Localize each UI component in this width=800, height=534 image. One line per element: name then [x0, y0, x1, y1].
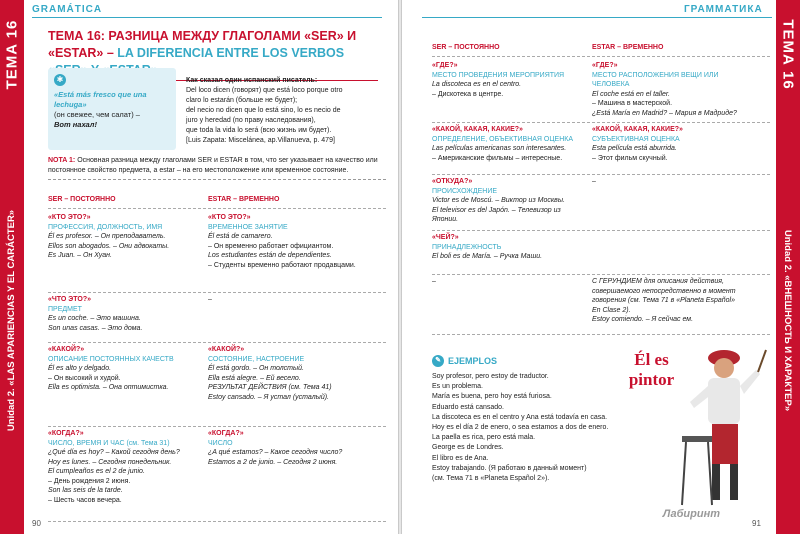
quote-line: Del loco dicen (говорят) que está loco porque otro — [186, 87, 343, 94]
table-cell-ser — [432, 61, 582, 99]
category-label: ОПИСАНИЕ ПОСТОЯННЫХ КАЧЕСТВ — [48, 355, 174, 363]
question-label: «КАКОЙ, КАКАЯ, КАКИЕ?» — [432, 126, 523, 133]
example-sentence: Soy profesor, pero estoy de traductor. — [432, 373, 549, 380]
idiom-note-box — [48, 68, 176, 150]
category-label: МЕСТО ПРОВЕДЕНИЯ МЕРОПРИЯТИЯ — [432, 71, 565, 79]
example-line: Él es profesor. – Он преподаватель. — [48, 233, 166, 240]
table-cell-ser — [48, 295, 198, 333]
row-divider — [432, 174, 770, 176]
page-number: 91 — [752, 519, 761, 528]
example-line: Estoy cansado. – Я устал (усталый). — [208, 393, 329, 401]
quote-line: que toda la vida lo será (всю жизнь им будет). — [186, 127, 332, 134]
question-label: «ГДЕ?» — [592, 62, 618, 69]
example-sentence: La paella es rica, pero está mala. — [432, 434, 536, 442]
table-cell-estar — [592, 61, 742, 118]
example-line: Hoy es lunes. – Сегодня понедельник. — [48, 458, 172, 466]
question-label: «КОГДА?» — [48, 430, 84, 437]
category-label: ОПРЕДЕЛЕНИЕ, ОБЪЕКТИВНАЯ ОЦЕНКА — [432, 135, 574, 143]
left-side-tab — [0, 0, 24, 534]
example-sentence: Es un problema. — [432, 383, 483, 391]
example-line: – День рождения 2 июня. — [48, 477, 131, 485]
unit-label: Unidad 2. «LAS APARIENCIAS Y EL CARÁCTER» — [6, 209, 18, 431]
example-line: – Он высокий и худой. — [48, 374, 121, 382]
painter-illustration — [672, 340, 768, 510]
example-line: El boli es de María. – Ручка Маши. — [432, 253, 543, 260]
example-line: – Шесть часов вечера. — [48, 496, 122, 504]
nota-text: Основная разница между глаголами SER и ESTAR в том, что ser указывает на качество или постоянное свойство предмета, а estar – на его местоположение или временное состояние. — [48, 157, 378, 174]
row-divider — [48, 342, 386, 344]
example-sentence: Estoy trabajando. (Я работаю в данный момент) — [432, 464, 587, 472]
example-sentence: La discoteca es en el centro y Ana está todavía en casa. — [432, 413, 608, 421]
category-label: ВРЕМЕННОЕ ЗАНЯТИЕ — [208, 223, 288, 231]
category-label: ЧИСЛО — [208, 439, 233, 447]
lightbulb-icon: ✱ — [54, 74, 66, 86]
section-header: GRAMÁTICA — [32, 4, 103, 15]
idiom-text: «Está más fresco que una lechuga» — [54, 90, 147, 109]
idiom-meaning: Вот нахал! — [54, 120, 97, 129]
nota-paragraph — [48, 156, 386, 180]
example-line: Estamos a 2 de junio. – Сегодня 2 июня. — [208, 458, 338, 466]
left-page — [0, 0, 398, 534]
quote-line: claro lo estarán (больше не будет); — [186, 97, 298, 104]
table-cell-estar — [592, 177, 742, 187]
example-line: Él está de camarero. — [208, 233, 273, 240]
header-rule — [422, 17, 772, 18]
watermark-logo: Лабиринт — [662, 508, 720, 520]
example-line: Él está gordo. – Он толстый. — [208, 365, 304, 372]
table-cell-ser — [432, 177, 582, 225]
category-label: ПРИНАДЛЕЖНОСТЬ — [432, 243, 502, 251]
table-cell-estar — [208, 345, 358, 402]
example-line: – Этот фильм скучный. — [592, 154, 668, 162]
nota-label: NOTA 1: — [48, 157, 76, 164]
example-line: Son las seis de la tarde. — [48, 487, 123, 494]
example-line: Es un coche. – Это машина. — [48, 315, 141, 322]
table-cell-ser — [432, 233, 582, 262]
table-cell-estar — [208, 295, 358, 305]
question-label: «ГДЕ?» — [432, 62, 458, 69]
category-label: ПРОИСХОЖДЕНИЕ — [432, 187, 498, 195]
idiom-translation: (он свежее, чем салат) – — [54, 110, 140, 119]
ejemplos-heading — [432, 355, 497, 367]
category-label: ПРОФЕССИЯ, ДОЛЖНОСТЬ, ИМЯ — [48, 223, 163, 231]
example-line: Esta película está aburrida. — [592, 145, 677, 152]
example-line: – Машина в мастерской. — [592, 100, 673, 107]
question-label: «КАКОЙ?» — [48, 346, 85, 353]
question-label: «ЧЕЙ?» — [432, 234, 459, 241]
table-cell-ser — [48, 213, 198, 261]
section-header: ГРАММАТИКА — [684, 4, 763, 15]
example-line: – — [432, 278, 436, 285]
question-label: «ОТКУДА?» — [432, 178, 473, 185]
tab-number: TEMA 16 — [3, 19, 21, 89]
row-divider — [432, 56, 770, 58]
example-sentence: El libro es de Ana. — [432, 454, 489, 462]
example-line: Estoy comiendo. – Я сейчас ем. — [592, 316, 694, 323]
table-cell-ser — [432, 277, 582, 287]
example-line: С ГЕРУНДИЕМ для описания действия, совершаемого непосредственно в момент говорения (см. Тема 71 в «Planeta Español» En Clase 2). — [592, 278, 736, 314]
example-line: ¿Qué día es hoy? – Какой сегодня день? — [48, 449, 180, 456]
example-line: ¿A qué estamos? – Какое сегодня число? — [208, 449, 343, 456]
example-line: La discoteca es en el centro. — [432, 81, 522, 88]
category-label: СОСТОЯНИЕ, НАСТРОЕНИЕ — [208, 355, 305, 363]
row-divider — [432, 274, 770, 276]
col-head-ser: SER – ПОСТОЯННО — [48, 196, 116, 203]
row-divider — [432, 230, 770, 232]
quote-head: Как сказал один испанский писатель: — [186, 77, 318, 84]
example-line: El cumpleaños es el 2 de junio. — [48, 468, 145, 475]
example-line: – Студенты временно работают продавцами. — [208, 261, 356, 269]
example-line: Las películas americanas son interesantes. — [432, 145, 567, 152]
example-line: Son unas casas. – Это дома. — [48, 324, 143, 332]
table-cell-estar — [208, 429, 358, 467]
example-line: Victor es de Moscú. – Виктор из Москвы. — [432, 197, 565, 204]
right-side-tab — [776, 0, 800, 534]
table-cell-ser — [432, 125, 582, 163]
example-line: – Дискотека в центре. — [432, 90, 504, 98]
table-cell-estar — [208, 213, 358, 270]
row-divider — [432, 122, 770, 124]
pintor-line: Él es — [634, 350, 669, 369]
example-line: Los estudiantes están de dependientes. — [208, 252, 332, 259]
example-line: Ella está alegre. – Ей весело. — [208, 374, 301, 382]
question-label: «КАКОЙ?» — [208, 346, 245, 353]
col-head-ser: SER – ПОСТОЯННО — [432, 44, 500, 51]
example-line: – Он временно работает официантом. — [208, 242, 334, 250]
category-label: МЕСТО РАСПОЛОЖЕНИЯ ВЕЩИ ИЛИ ЧЕЛОВЕКА — [592, 71, 719, 88]
example-sentence: George es de Londres. — [432, 444, 504, 452]
example-line: ¿Está María en Madrid? – Мария в Мадриде? — [592, 109, 737, 117]
row-divider — [48, 208, 386, 210]
tab-number: ТЕМА 16 — [779, 18, 797, 90]
example-sentence: Eduardo está cansado. — [432, 403, 504, 411]
right-page — [402, 0, 800, 534]
table-cell-ser — [48, 345, 198, 393]
example-line: El coche está en el taller. — [592, 90, 670, 98]
table-cell-ser — [48, 429, 198, 505]
ejemplos-label: EJEMPLOS — [448, 356, 498, 366]
question-label: «КОГДА?» — [208, 430, 244, 437]
example-line: – — [592, 178, 596, 185]
category-label: СУБЪЕКТИВНАЯ ОЦЕНКА — [592, 135, 680, 143]
example-sentence: María es buena, pero hoy está furiosa. — [432, 393, 552, 401]
col-head-estar: ESTAR – ВРЕМЕННО — [208, 196, 280, 203]
example-line: Ella es optimista. – Она оптимистка. — [48, 384, 169, 391]
row-divider — [48, 292, 386, 294]
example-line: Ellos son abogados. – Они адвокаты. — [48, 242, 170, 250]
writer-quote — [186, 76, 386, 146]
header-rule — [32, 17, 382, 18]
row-divider — [432, 334, 770, 336]
example-sentence: Hoy es el día 2 de enero, o sea estamos a dos de enero. — [432, 424, 609, 432]
quote-source: [Luis Zapata: Miscelánea, ap.Villanueva, p. 479] — [186, 137, 335, 144]
title-spanish: LA DIFERENCIA ENTRE LOS VERBOS — [117, 46, 345, 60]
page-number: 90 — [32, 519, 41, 528]
quote-line: juro y heredad (по праву наследования), — [186, 117, 316, 124]
category-label: ПРЕДМЕТ — [48, 305, 82, 313]
pintor-line: pintor — [628, 370, 675, 389]
quote-line: del necio no dicen que lo está sino, lo es necio de — [186, 107, 341, 114]
row-divider — [48, 426, 386, 428]
table-cell-estar — [592, 125, 742, 163]
category-label: ЧИСЛО, ВРЕМЯ И ЧАС (см. Тема 31) — [48, 439, 170, 447]
example-sentence: (см. Тема 71 в «Planeta Español 2»). — [432, 475, 550, 483]
table-cell-estar — [592, 277, 742, 325]
example-line: El televisor es del Japón. – Телевизор из Японии. — [432, 206, 561, 223]
example-line: – Американские фильмы – интересные. — [432, 154, 563, 162]
ejemplos-list — [432, 372, 632, 484]
question-label: «КАКОЙ, КАКАЯ, КАКИЕ?» — [592, 126, 683, 133]
example-line: РЕЗУЛЬТАТ ДЕЙСТВИЯ (см. Тема 41) — [208, 384, 332, 391]
unit-label: Unidad 2. «ВНЕШНОСТЬ И ХАРАКТЕР» — [782, 229, 794, 411]
row-divider — [48, 521, 386, 523]
example-line: Es Juan. – Он Хуан. — [48, 252, 112, 259]
question-label: «КТО ЭТО?» — [48, 214, 91, 221]
example-line: – — [208, 296, 212, 303]
title-russian: ТЕМА 16: РАЗНИЦА МЕЖДУ ГЛАГОЛАМИ «SER» И «ESTAR» – — [48, 29, 357, 60]
example-line: Él es alto y delgado. — [48, 365, 112, 372]
col-head-estar: ESTAR – ВРЕМЕННО — [592, 44, 664, 51]
examples-icon: ✎ — [432, 355, 444, 367]
question-label: «КТО ЭТО?» — [208, 214, 251, 221]
question-label: «ЧТО ЭТО?» — [48, 296, 91, 303]
